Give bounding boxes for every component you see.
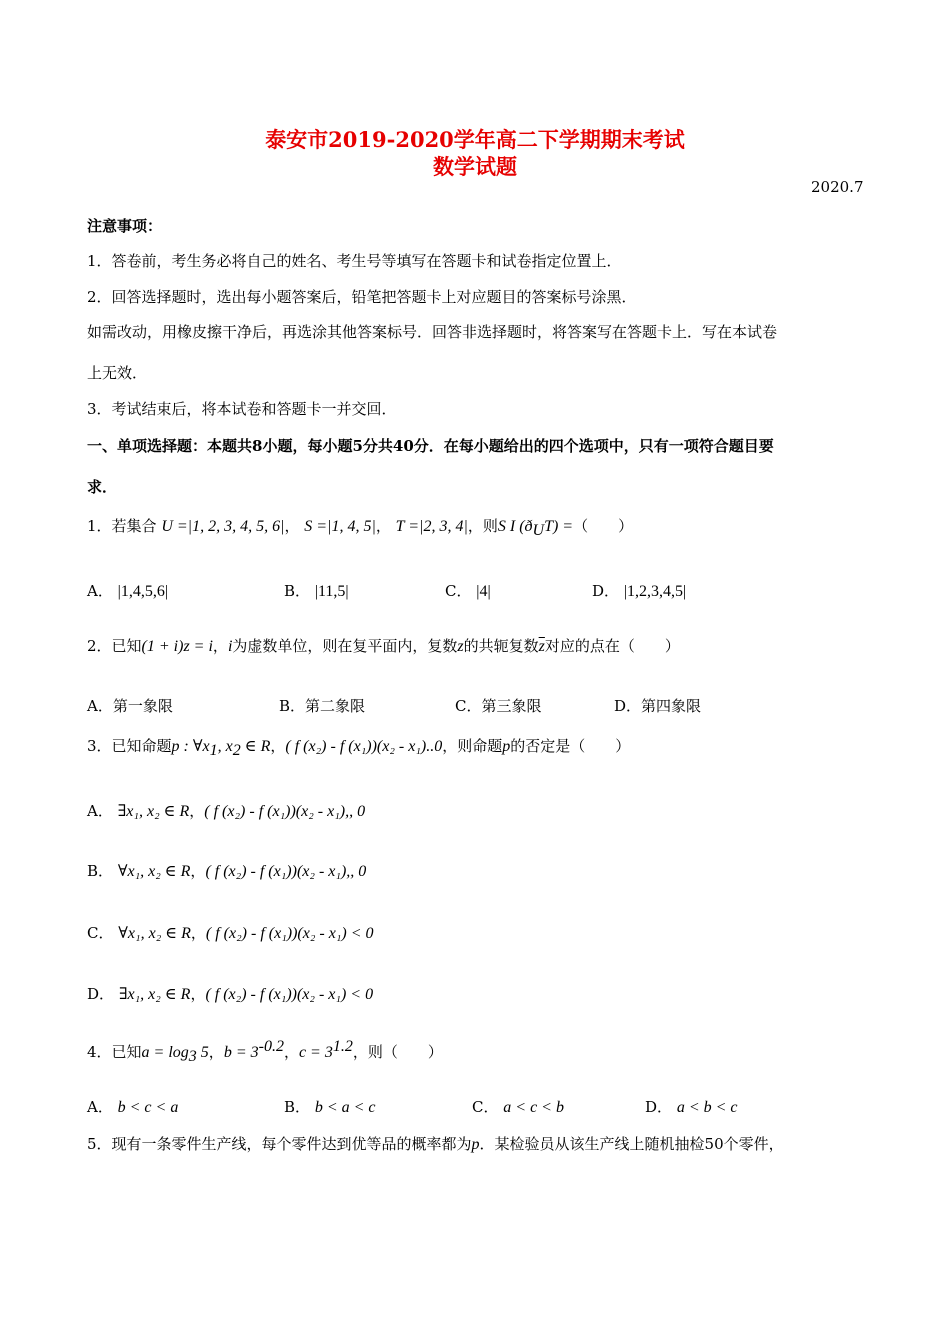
text: 5．现有一条零件生产线，每个零件达到优等品的概率都为 (87, 1135, 472, 1153)
question-2-option-d: D．第四象限 (614, 697, 702, 715)
option-value: a < b < c (676, 1099, 738, 1116)
question-1-option-b (284, 580, 349, 601)
question-3-expr: ( f (x₂) - f (x₁))(x₂ - x₁)..0 (285, 738, 443, 755)
question-1-paren: （ ） (573, 517, 634, 535)
option-expr: ( f (x₂) - f (x₁))(x₂ - x₁),, 0 (204, 803, 366, 820)
question-1-option-c (445, 580, 491, 601)
question-3-option-a: A． ∃x₁, x₂ ∈ R，( f (x₂) - f (x₁))(x₂ - x₁),, 0 (87, 802, 366, 820)
notice-item-2-cont: 如需改动，用橡皮擦干净后，再选涂其他答案标号．回答非选择题时，将答案写在答题卡上．写在本试卷 (87, 323, 778, 341)
option-label: C． (445, 582, 472, 600)
set-s: S =|1, 4, 5| (304, 518, 376, 535)
question-3-stem: 3．已知命题p : $\forall x_1$, $x_2$ ∈ R，( f (x₂) - f (x₁))(x₂ - x₁)..0，则命题p的否定是（ ） (87, 737, 631, 759)
proposition-p-mid: , x (217, 738, 233, 755)
option-label: A． (87, 802, 113, 820)
question-2-option-b: B．第二象限 (279, 697, 366, 715)
question-1-number: 1．若集合 (87, 517, 157, 535)
section-heading: 一、单项选择题：本题共8小题，每小题5分共40分．在每小题给出的四个选项中，只有一项符合题目要 (87, 437, 774, 455)
text: ，则命题 (442, 737, 503, 755)
notice-heading: 注意事项： (87, 217, 163, 235)
question-2-option-c: C．第三象限 (455, 697, 542, 715)
proposition-p-domain: ∈ R (240, 738, 271, 755)
text: ， (212, 637, 228, 655)
exam-title: 泰安市2019-2020学年高二下学期期末考试 (265, 127, 685, 152)
question-1-expr: S I (ð (497, 518, 533, 535)
option-expr: ( f (x₂) - f (x₁))(x₂ - x₁) < 0 (205, 986, 374, 1003)
question-5-stem (87, 1133, 784, 1154)
question-3-option-c: C． ∀x₁, x₂ ∈ R，( f (x₂) - f (x₁))(x₂ - x₁) < 0 (87, 924, 374, 942)
text: 的否定是（ ） (510, 737, 631, 755)
var-c-def: c = 3 (298, 1044, 333, 1061)
var-i: i (227, 638, 233, 655)
var-z: z (457, 638, 464, 655)
option-value: |4| (476, 583, 491, 600)
text: ，则（ ） (352, 1043, 443, 1061)
var-c-exp: 1.2 (332, 1038, 353, 1055)
option-quantifier: ∃x₁, x₂ ∈ R (118, 986, 191, 1003)
var-b-def: b = 3 (223, 1044, 259, 1061)
notice-item-2: 2．回答选择题时，选出每小题答案后，铅笔把答题卡上对应题目的答案标号涂黑． (87, 288, 637, 306)
text: 对应的点在（ ） (544, 637, 680, 655)
option-value: |11,5| (314, 583, 349, 600)
text: 的共轭复数 (463, 637, 539, 655)
var-a-arg: 5 (196, 1044, 209, 1061)
question-4-option-b (284, 1096, 376, 1117)
question-2-number: 2．已知 (87, 637, 142, 655)
log-base: 3 (188, 1048, 197, 1065)
proposition-p: p : ∀x (171, 738, 210, 755)
option-label: D． (645, 1098, 673, 1116)
question-3-option-d: D． ∃x₁, x₂ ∈ R，( f (x₂) - f (x₁))(x₂ - x₁) < 0 (87, 985, 374, 1003)
exam-subtitle: 数学试题 (433, 154, 517, 179)
text: ．某检验员从该生产线上随机抽检50个零件， (479, 1135, 784, 1153)
option-label: B． (87, 862, 114, 880)
question-4-number: 4．已知 (87, 1043, 142, 1061)
notice-item-3: 3．考试结束后，将本试卷和答题卡一并交回． (87, 400, 397, 418)
option-label: B． (284, 1098, 311, 1116)
var-z-conjugate: $\overline{z}$ (538, 638, 545, 655)
option-quantifier: ∀x₁, x₂ ∈ R (118, 925, 191, 942)
notice-item-2-end: 上无效． (87, 364, 148, 382)
var-a-def: a = log (141, 1044, 189, 1061)
var-p: p (502, 738, 511, 755)
option-quantifier: ∃x₁, x₂ ∈ R (117, 803, 190, 820)
option-expr: ( f (x₂) - f (x₁))(x₂ - x₁) < 0 (205, 925, 374, 942)
option-value: b < a < c (314, 1099, 376, 1116)
option-value: |1,2,3,4,5| (623, 583, 687, 600)
set-t: T =|2, 3, 4| (395, 518, 468, 535)
question-2-stem (87, 635, 680, 656)
option-label: A． (87, 582, 113, 600)
section-heading-end: 求． (87, 478, 118, 496)
var-b-exp: -0.2 (258, 1038, 284, 1055)
question-1-expr-sub: U (532, 522, 545, 539)
question-1-option-a (87, 580, 168, 601)
question-2-expr: (1 + i)z = i (141, 638, 213, 655)
exam-date: 2020.7 (811, 178, 864, 196)
option-value: a < c < b (503, 1099, 564, 1116)
option-value: |1,4,5,6| (117, 583, 169, 600)
question-1-then: ，则 (467, 517, 498, 535)
question-4-option-c (472, 1096, 564, 1117)
text: ， (270, 737, 286, 755)
question-1-stem: 1．若集合 U =|1, 2, 3, 4, 5, 6|， S =|1, 4, 5|， T =|2, 3, 4|，则S I $(ð_UT)$ =（ ） (87, 517, 634, 539)
option-value: b < c < a (117, 1099, 179, 1116)
question-4-option-a (87, 1096, 178, 1117)
option-quantifier: ∀x₁, x₂ ∈ R (117, 863, 191, 880)
notice-item-1: 1．答卷前，考生务必将自己的姓名、考生号等填写在答题卡和试卷指定位置上． (87, 252, 622, 270)
option-label: C． (87, 924, 114, 942)
question-2-option-a: A．第一象限 (87, 697, 173, 715)
option-label: B． (284, 582, 311, 600)
question-3-number: 3．已知命题 (87, 737, 172, 755)
option-label: D． (592, 582, 620, 600)
option-label: A． (87, 1098, 113, 1116)
var-p: p (471, 1136, 480, 1153)
question-4-stem: 4．已知$a = \log_3 5$，$b = 3^{-0.2}$，$c = 3^{1.2}$，则（ ） (87, 1038, 443, 1065)
question-1-expr-end: T) = (544, 518, 574, 535)
question-1-option-d (592, 580, 686, 601)
option-expr: ( f (x₂) - f (x₁))(x₂ - x₁),, 0 (205, 863, 367, 880)
option-label: C． (472, 1098, 499, 1116)
set-u: U =|1, 2, 3, 4, 5, 6| (161, 518, 285, 535)
text: 为虚数单位，则在复平面内，复数 (232, 637, 458, 655)
option-label: D． (87, 985, 115, 1003)
question-4-option-d (645, 1096, 738, 1117)
question-3-option-b: B． ∀x₁, x₂ ∈ R，( f (x₂) - f (x₁))(x₂ - x₁),, 0 (87, 862, 367, 880)
